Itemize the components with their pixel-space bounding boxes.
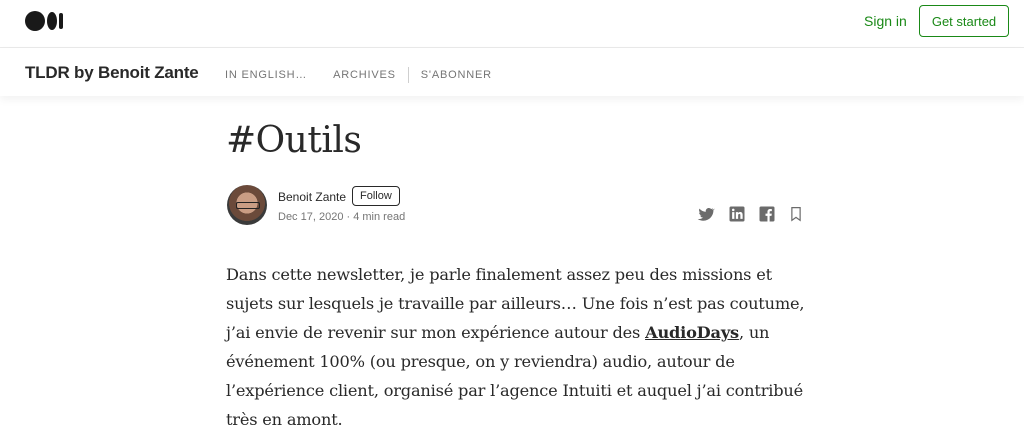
top-header <box>0 0 1024 48</box>
article-title: #Outils <box>226 120 362 161</box>
article-body <box>226 260 806 434</box>
nav-subscribe[interactable]: S'ABONNER <box>420 69 492 81</box>
publication-nav <box>0 48 1024 96</box>
follow-button[interactable]: Follow <box>352 186 400 206</box>
nav-archives[interactable]: ARCHIVES <box>333 69 396 81</box>
facebook-icon[interactable] <box>758 205 776 223</box>
twitter-icon[interactable] <box>697 205 715 223</box>
nav-in-english[interactable]: IN ENGLISH… <box>225 69 308 81</box>
get-started-button[interactable]: Get started <box>919 5 1009 37</box>
author-name[interactable]: Benoit Zante <box>278 190 347 204</box>
nav-divider <box>408 67 409 83</box>
article-meta: Dec 17, 2020 · 4 min read <box>278 211 406 223</box>
author-avatar[interactable] <box>227 185 267 225</box>
bookmark-icon[interactable] <box>787 205 805 223</box>
sign-in-button[interactable]: Sign in <box>864 13 907 29</box>
medium-logo-icon[interactable] <box>25 11 65 31</box>
linkedin-icon[interactable] <box>728 205 746 223</box>
audiodays-link[interactable]: AudioDays <box>645 323 739 342</box>
body-text-start: Dans cette newsletter, je parle finalement assez peu des missions et sujets sur lesquels je travaille par ailleurs… Une fois n’est pas coutume, j’ai envie de revenir sur mon expérience autour des <box>226 265 805 342</box>
publication-links <box>225 67 492 83</box>
publication-name[interactable]: TLDR by Benoit Zante <box>25 63 199 82</box>
body-text-end: , un événement 100% (ou presque, on y reviendra) audio, autour de l’expérience client, organisé par l’agence Intuiti et auquel j’ai contribué très en amont. <box>226 323 803 429</box>
